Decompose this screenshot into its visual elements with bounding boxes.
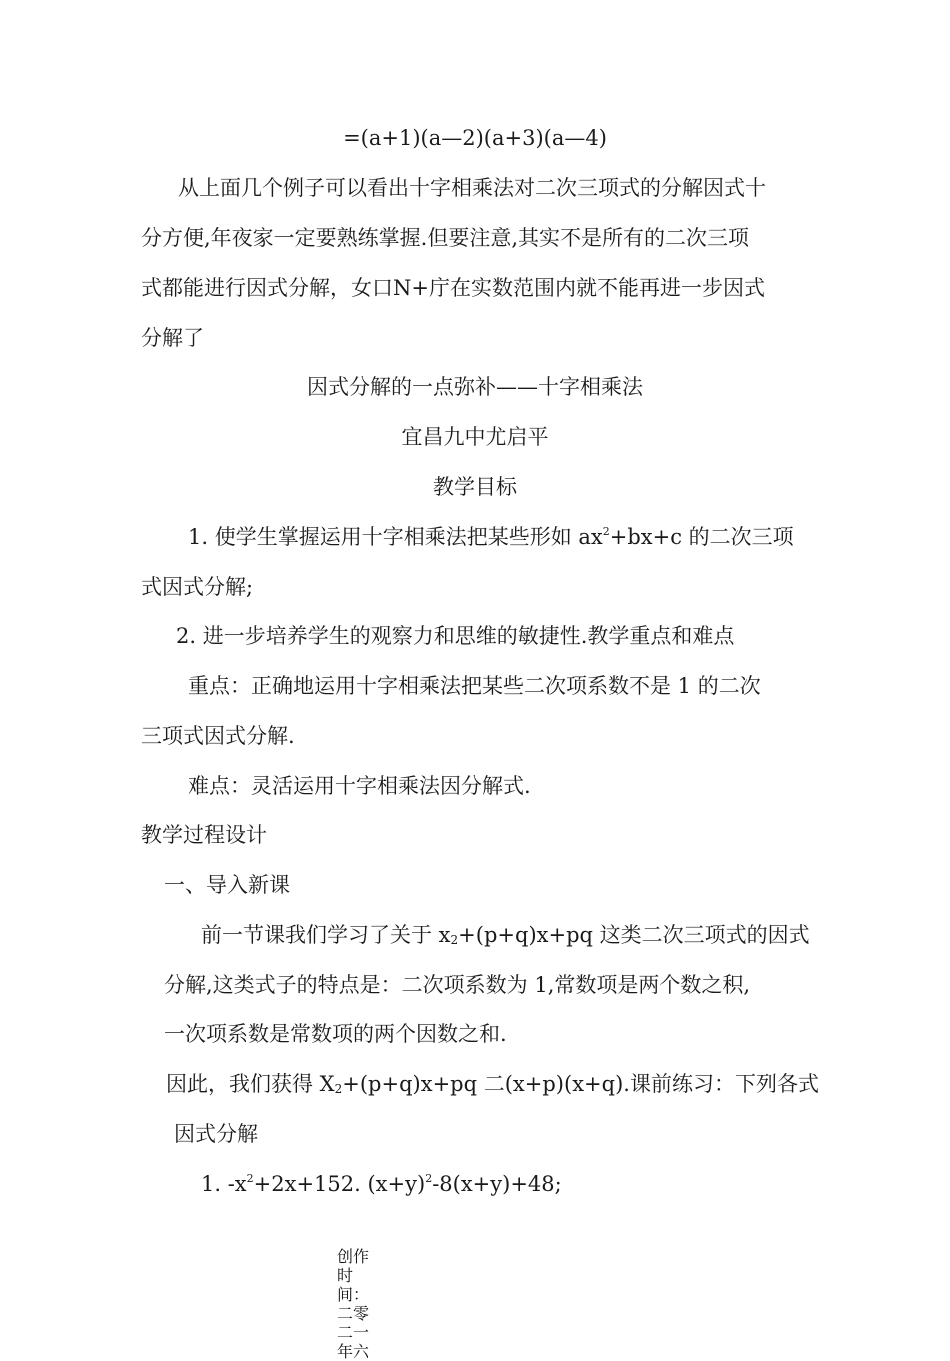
article-title: 因式分解的一点弥补——十字相乘法 xyxy=(307,375,643,399)
intro-line-4: 分解了 xyxy=(141,326,204,350)
section-1-line-1-post: +(p+q)x+pq 这类二次三项式的因式 xyxy=(458,923,810,947)
difficulty-point: 难点：灵活运用十字相乘法因分解式. xyxy=(188,774,531,798)
article-author: 宜昌九中尤启平 xyxy=(401,425,549,449)
exercise-part-2: +2x+152. (x+y) xyxy=(253,1172,426,1196)
section-1-line-1 xyxy=(201,925,810,946)
process-heading: 教学过程设计 xyxy=(141,823,267,847)
therefore-line-1-pre: 因此，我们获得 X xyxy=(166,1072,335,1096)
formula-result: =(a+1)(a—2)(a+3)(a—4) xyxy=(343,126,607,150)
section-1-line-2: 分解,这类式子的特点是：二次项系数为 1,常数项是两个数之积, xyxy=(164,973,751,997)
section-1-line-3: 一次项系数是常数项的两个因数之和. xyxy=(164,1022,507,1046)
therefore-line-1-post: +(p+q)x+pq 二(x+p)(x+q).课前练习：下列各式 xyxy=(342,1072,819,1096)
section-1-subscript: 2 xyxy=(450,933,459,947)
intro-line-2: 分方便,年夜家一定要熟练掌握.但要注意,其实不是所有的二次三项 xyxy=(141,226,750,250)
goals-heading: 教学目标 xyxy=(433,475,517,499)
goal-1-suffix: +bx+c 的二次三项 xyxy=(609,525,794,549)
key-point-line-2: 三项式因式分解. xyxy=(141,724,295,748)
goal-1-exponent: 2 xyxy=(602,525,610,538)
therefore-line-1 xyxy=(166,1074,819,1095)
exercise-exponent-2: 2 xyxy=(425,1172,433,1185)
goal-1-prefix: 1. 使学生掌握运用十字相乘法把某些形如 ax xyxy=(188,525,603,549)
intro-line-3: 式都能进行因式分解，女口N+庁在实数范围内就不能再进一步因式 xyxy=(141,276,765,300)
exercise-part-3: -8(x+y)+48; xyxy=(432,1172,562,1196)
goal-1-line-1 xyxy=(188,527,794,548)
creation-time-stamp: 创作时间：二零二一年六 xyxy=(337,1247,370,1361)
therefore-line-2: 因式分解 xyxy=(174,1122,258,1146)
section-1-line-1-pre: 前一节课我们学习了关于 x xyxy=(201,923,451,947)
key-point-line-1: 重点：正确地运用十字相乘法把某些二次项系数不是 1 的二次 xyxy=(188,674,761,698)
goal-1-line-2: 式因式分解; xyxy=(141,575,254,599)
intro-line-1: 从上面几个例子可以看出十字相乘法对二次三项式的分解因式十 xyxy=(178,176,766,200)
exercises-line xyxy=(201,1174,562,1195)
goal-2: 2. 进一步培养学生的观察力和思维的敏捷性.教学重点和难点 xyxy=(176,624,735,648)
therefore-subscript: 2 xyxy=(334,1082,343,1096)
exercise-part-1: 1. -x xyxy=(201,1172,247,1196)
exercise-exponent-1: 2 xyxy=(246,1172,254,1185)
section-1-heading: 一、导入新课 xyxy=(164,873,290,897)
